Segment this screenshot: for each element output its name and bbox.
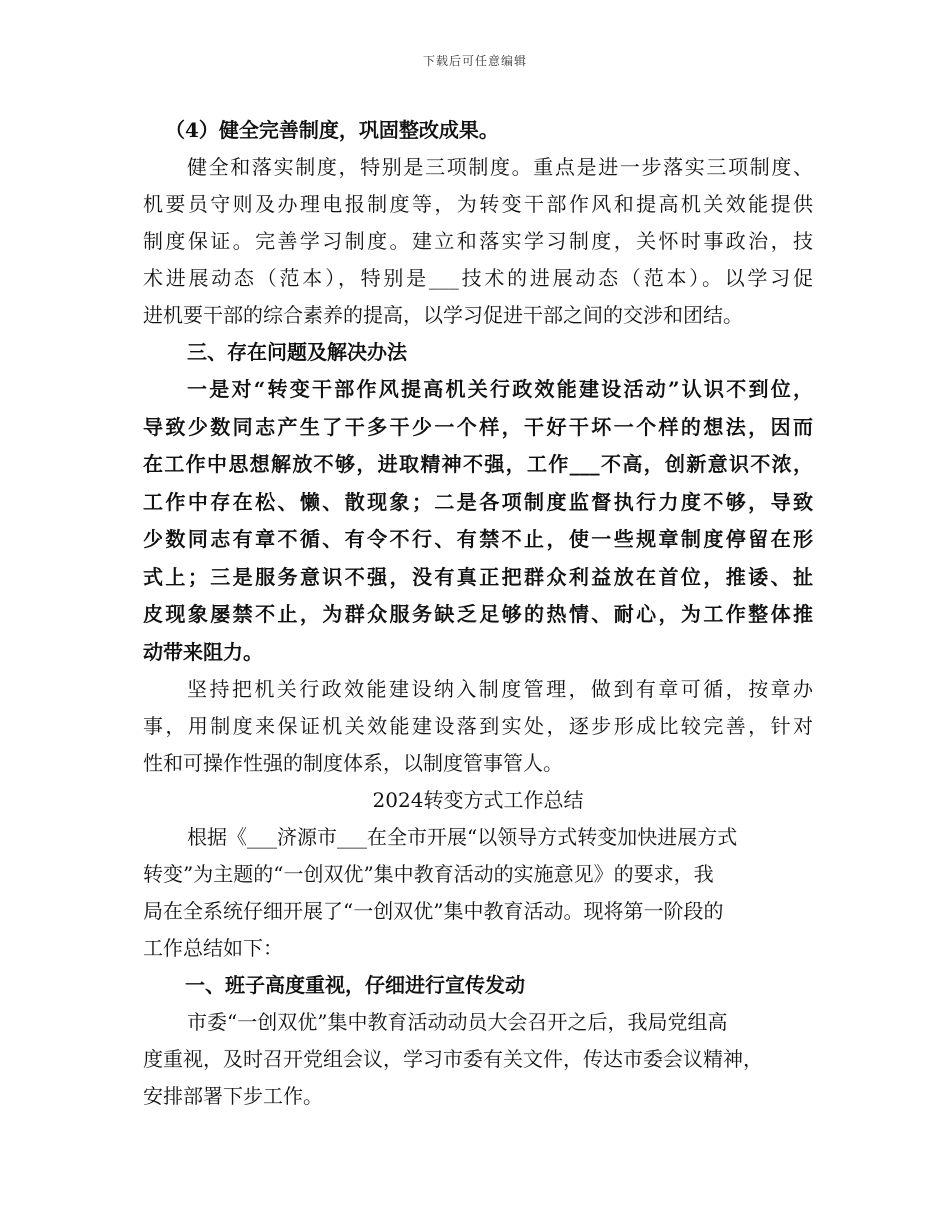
- section-3-bold-line-3: 在工作中思想解放不够，进取精神不强，工作___不高，创新意识不浓，: [143, 452, 813, 476]
- section-3-line-3: 性和可操作性强的制度体系，以制度管事管人。: [143, 751, 563, 775]
- summary-line-3: 安排部署下步工作。: [143, 1084, 323, 1108]
- section-3-bold-line-7: 皮现象屡禁不止，为群众服务缺乏足够的热情、耐心，为工作整体推: [143, 602, 813, 626]
- section-4-line-4: 术进展动态（范本），特别是___技术的进展动态（范本）。以学习促: [143, 266, 813, 290]
- section-4-line-3: 制度保证。完善学习制度。建立和落实学习制度，关怀时事政治，技: [143, 229, 813, 253]
- document-body: [143, 112, 813, 1115]
- summary-heading-1: 一、班子高度重视，仔细进行宣传发动: [185, 973, 525, 997]
- section-3-bold-line-4: 工作中存在松、懒、散现象；二是各项制度监督执行力度不够，导致: [143, 489, 813, 514]
- section-3-bold-line-6: 式上；三是服务意识不强，没有真正把群众利益放在首位，推诿、扯: [143, 564, 813, 589]
- section-3-heading: 三、存在问题及解决办法: [187, 340, 407, 364]
- section-3-bold-line-8: 动带来阻力。: [143, 639, 263, 664]
- section-3-bold-line-1: 一是对“转变干部作风提高机关行政效能建设活动”认识不到位，: [187, 377, 813, 401]
- section-4-line-1: 健全和落实制度，特别是三项制度。重点是进一步落实三项制度、: [187, 155, 813, 179]
- summary-intro-line-1: 根据《___济源市___在全市开展“以领导方式转变加快进展方式: [187, 825, 738, 849]
- section-4-heading: （4）健全完善制度，巩固整改成果。: [165, 118, 499, 142]
- summary-intro-line-4: 工作总结如下：: [143, 936, 283, 960]
- section-3-line-1: 坚持把机关行政效能建设纳入制度管理，做到有章可循，按章办: [187, 677, 813, 701]
- summary-intro-line-2: 转变”为主题的“一创双优”集中教育活动的实施意见》的要求，我: [143, 862, 714, 886]
- summary-line-1: 市委“一创双优”集中教育活动动员大会召开之后，我局党组高: [187, 1010, 728, 1034]
- section-3-line-2: 事，用制度来保证机关效能建设落到实处，逐步形成比较完善，针对: [143, 714, 813, 738]
- summary-intro-line-3: 局在全系统仔细开展了“一创双优”集中教育活动。现将第一阶段的: [143, 899, 724, 923]
- page-header: 下载后可任意编辑: [422, 54, 527, 68]
- section-3-bold-line-2: 导致少数同志产生了干多干少一个样，干好干坏一个样的想法，因而: [143, 414, 813, 439]
- section-4-line-5: 进机要干部的综合素养的提高，以学习促进干部之间的交涉和团结。: [143, 303, 743, 327]
- summary-title: 2024转变方式工作总结: [372, 788, 584, 812]
- section-3-bold-line-5: 少数同志有章不循、有令不行、有禁不止，使一些规章制度停留在形: [143, 527, 813, 551]
- summary-line-2: 度重视，及时召开党组会议，学习市委有关文件，传达市委会议精神，: [143, 1047, 763, 1071]
- section-4-line-2: 机要员守则及办理电报制度等，为转变干部作风和提高机关效能提供: [143, 192, 813, 216]
